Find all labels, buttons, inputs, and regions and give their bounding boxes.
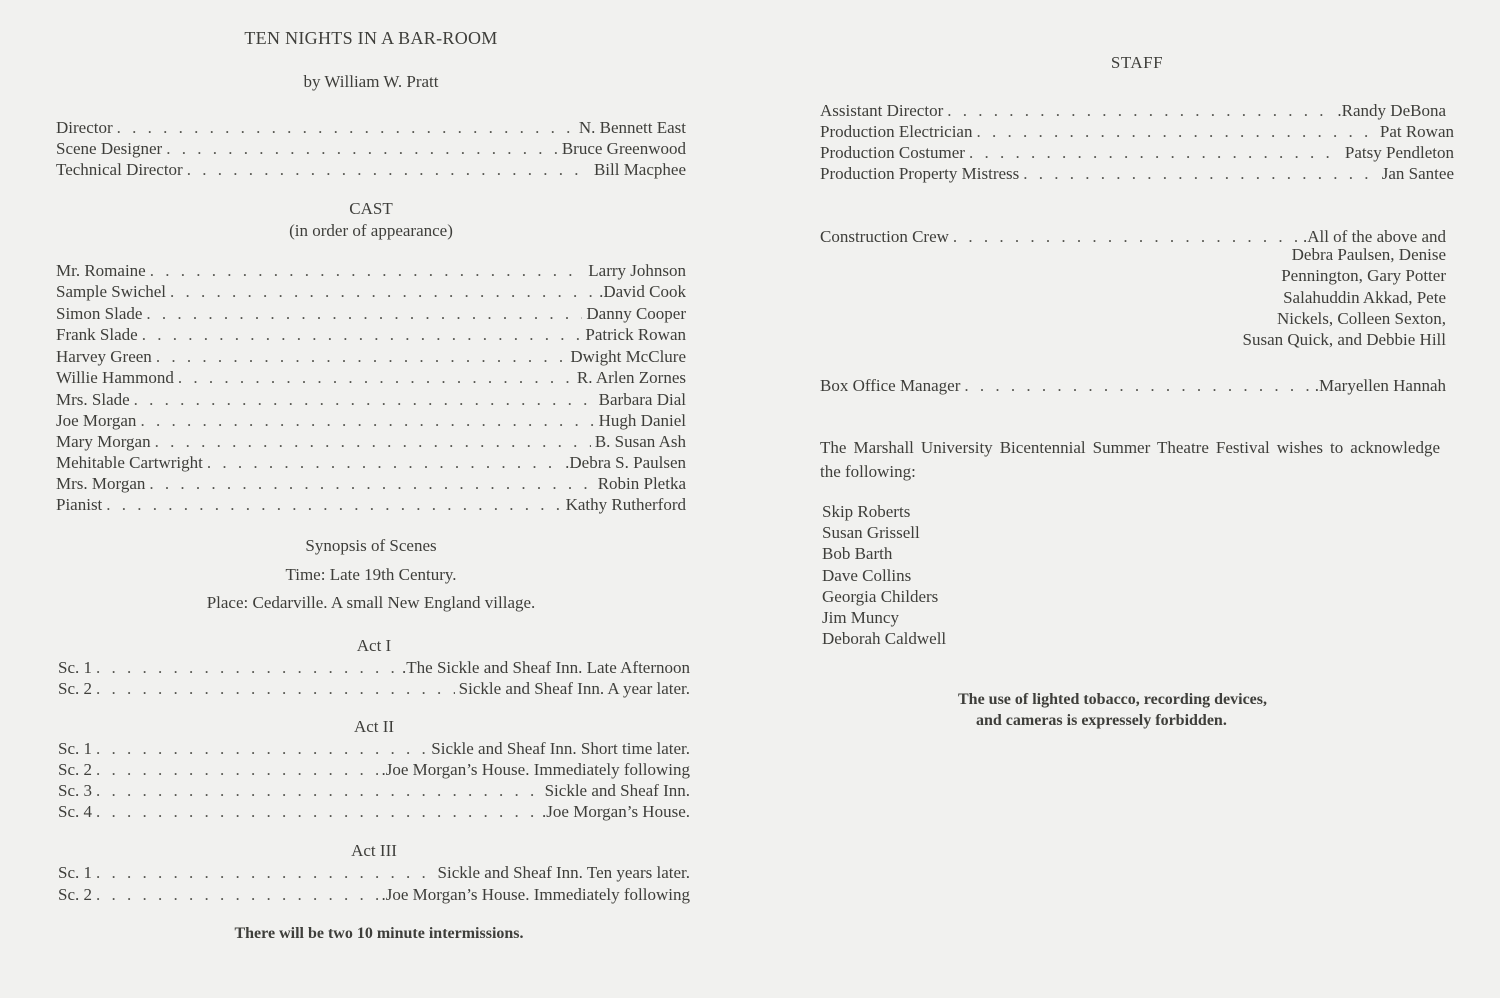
- scene-description: Sickle and Sheaf Inn. A year later.: [458, 679, 690, 698]
- scene-number: Sc. 3: [58, 781, 92, 800]
- scene-number: Sc. 2: [58, 679, 92, 698]
- leader-dots: [150, 260, 585, 281]
- acknowledged-name: Susan Grissell: [822, 523, 920, 543]
- acknowledged-name: Jim Muncy: [822, 608, 899, 628]
- leader-dots: [140, 410, 594, 431]
- scene-description: Sickle and Sheaf Inn. Short time later.: [431, 739, 690, 758]
- cast-role: Simon Slade: [56, 304, 143, 323]
- acknowledged-name: Skip Roberts: [822, 502, 911, 521]
- scene-description: .Joe Morgan’s House. Immediately following: [381, 760, 690, 779]
- leader-dots: [969, 142, 1341, 163]
- staff-name: Pat Rowan: [1379, 122, 1454, 141]
- leader-dots: [146, 303, 582, 324]
- cast-role: Frank Slade: [56, 325, 138, 344]
- staff-name: .Randy DeBona: [1337, 101, 1446, 120]
- credit-name: N. Bennett East: [578, 118, 686, 137]
- cast-actor: Barbara Dial: [598, 390, 686, 409]
- cast-actor: B. Susan Ash: [594, 432, 686, 451]
- crew-line: Pennington, Gary Potter: [1281, 266, 1446, 286]
- staff-row: [820, 163, 1454, 184]
- staff-role: Production Electrician: [820, 122, 973, 141]
- credit-row: [56, 138, 686, 159]
- cast-role: Pianist: [56, 495, 103, 514]
- scene-row: [58, 801, 690, 822]
- cast-role: Mr. Romaine: [56, 261, 146, 280]
- box-office-row: [820, 375, 1446, 396]
- staff-role: Assistant Director: [820, 101, 944, 120]
- scene-description: .The Sickle and Sheaf Inn. Late Afternoon: [402, 658, 690, 677]
- cast-role: Joe Morgan: [56, 411, 137, 430]
- acknowledged-name: Dave Collins: [822, 565, 912, 585]
- crew-role: Construction Crew: [820, 227, 949, 246]
- notice-line-2: and cameras is expressely forbidden.: [976, 712, 1227, 729]
- notice-line-1: The use of lighted tobacco, recording devices,: [958, 691, 1268, 708]
- staff-heading: STAFF: [1110, 53, 1164, 72]
- staff-name: Jan Santee: [1381, 164, 1454, 183]
- cast-actor: Dwight McClure: [570, 347, 686, 366]
- leader-dots: [178, 367, 573, 388]
- cast-row: [56, 303, 686, 324]
- leader-dots: [96, 678, 455, 699]
- cast-actor: Larry Johnson: [588, 261, 686, 280]
- leader-dots: [96, 657, 398, 678]
- cast-subheading: (in order of appearance): [289, 221, 453, 240]
- cast-actor: R. Arlen Zornes: [576, 368, 686, 387]
- scene-number: Sc. 1: [58, 658, 92, 677]
- cast-actor: Hugh Daniel: [598, 411, 686, 430]
- credit-role: Scene Designer: [56, 139, 163, 158]
- leader-dots: [207, 452, 561, 473]
- leader-dots: [134, 389, 595, 410]
- scene-number: Sc. 1: [58, 863, 92, 882]
- staff-role: Production Property Mistress: [820, 164, 1020, 183]
- leader-dots: [166, 138, 558, 159]
- crew-line: Salahuddin Akkad, Pete: [1283, 287, 1446, 307]
- cast-role: Mary Morgan: [56, 432, 151, 451]
- credit-role: Director: [56, 118, 113, 137]
- credit-name: Bruce Greenwood: [561, 139, 686, 158]
- crew-line: Susan Quick, and Debbie Hill: [1242, 330, 1446, 350]
- cast-role: Willie Hammond: [56, 368, 174, 387]
- credit-row: [56, 159, 686, 180]
- cast-row: [56, 324, 686, 345]
- cast-role: Harvey Green: [56, 347, 152, 366]
- credit-role: Technical Director: [56, 160, 183, 179]
- leader-dots: [96, 884, 378, 905]
- crew-first-line: .All of the above and: [1302, 227, 1446, 246]
- box-office-name: .Maryellen Hannah: [1314, 376, 1446, 395]
- credit-row: [56, 117, 686, 138]
- act-title: Act II: [353, 717, 395, 736]
- cast-role: Mehitable Cartwright: [56, 453, 203, 472]
- scene-description: .Joe Morgan’s House.: [542, 802, 690, 821]
- scene-row: [58, 780, 690, 801]
- leader-dots: [155, 431, 591, 452]
- cast-row: [56, 494, 686, 515]
- scene-row: [58, 678, 690, 699]
- crew-names: [1243, 244, 1447, 350]
- scene-number: Sc. 2: [58, 760, 92, 779]
- crew-line: Debra Paulsen, Denise: [1291, 245, 1446, 264]
- staff-role: Production Costumer: [820, 143, 965, 162]
- staff-name: Patsy Pendleton: [1344, 143, 1454, 162]
- cast-row: [56, 346, 686, 367]
- scene-row: [58, 884, 690, 905]
- crew-line: Nickels, Colleen Sexton,: [1276, 308, 1446, 328]
- leader-dots: [96, 738, 427, 759]
- leader-dots: [96, 862, 434, 883]
- cast-row: [56, 473, 686, 494]
- cast-role: Mrs. Slade: [56, 390, 130, 409]
- staff-row: [820, 100, 1446, 121]
- leader-dots: [149, 473, 593, 494]
- act-title: Act I: [356, 636, 392, 655]
- cast-row: [56, 431, 686, 452]
- scene-description: Sickle and Sheaf Inn.: [544, 781, 690, 800]
- leader-dots: [964, 375, 1310, 396]
- cast-row: [56, 281, 686, 302]
- staff-row: [820, 121, 1454, 142]
- cast-heading: CAST: [349, 199, 393, 218]
- cast-role: Sample Swichel: [56, 282, 167, 301]
- leader-dots: [96, 780, 541, 801]
- scene-row: [58, 657, 690, 678]
- synopsis-place: Place: Cedarville. A small New England village.: [206, 593, 536, 612]
- scene-row: [58, 759, 690, 780]
- synopsis-time: Time: Late 19th Century.: [285, 565, 457, 584]
- acknowledged-name: Georgia Childers: [822, 586, 939, 606]
- box-office-role: Box Office Manager: [820, 376, 961, 395]
- leader-dots: [187, 159, 590, 180]
- cast-actor: .Debra S. Paulsen: [565, 453, 686, 472]
- leader-dots: [156, 346, 567, 367]
- scene-row: [58, 862, 690, 883]
- leader-dots: [96, 801, 538, 822]
- cast-row: [56, 452, 686, 473]
- scene-number: Sc. 2: [58, 885, 92, 904]
- cast-actor: .David Cook: [599, 282, 686, 301]
- leader-dots: [1023, 163, 1377, 184]
- play-author: by William W. Pratt: [303, 72, 439, 91]
- cast-actor: Patrick Rowan: [585, 325, 686, 344]
- staff-row: [820, 142, 1454, 163]
- cast-actor: Danny Cooper: [586, 304, 686, 323]
- scene-description: Sickle and Sheaf Inn. Ten years later.: [437, 863, 690, 882]
- cast-actor: Robin Pletka: [597, 474, 686, 493]
- leader-dots: [142, 324, 582, 345]
- cast-row: [56, 389, 686, 410]
- leader-dots: [117, 117, 575, 138]
- acknowledged-name: Bob Barth: [822, 544, 893, 564]
- scene-number: Sc. 4: [58, 802, 92, 821]
- acknowledged-name: Deborah Caldwell: [822, 629, 947, 649]
- play-title: TEN NIGHTS IN A BAR-ROOM: [244, 28, 498, 48]
- cast-row: [56, 260, 686, 281]
- synopsis-heading: Synopsis of Scenes: [305, 536, 437, 555]
- cast-row: [56, 367, 686, 388]
- scene-row: [58, 738, 690, 759]
- act-title: Act III: [351, 841, 397, 860]
- leader-dots: [976, 121, 1375, 142]
- scene-number: Sc. 1: [58, 739, 92, 758]
- leader-dots: [106, 494, 561, 515]
- leader-dots: [170, 281, 595, 302]
- leader-dots: [96, 759, 378, 780]
- scene-description: .Joe Morgan’s House. Immediately following: [381, 885, 690, 904]
- credit-name: Bill Macphee: [593, 160, 686, 179]
- acknowledged-list: [822, 501, 946, 649]
- leader-dots: [947, 100, 1333, 121]
- cast-actor: Kathy Rutherford: [565, 495, 686, 514]
- acknowledgement-text: The Marshall University Bicentennial Summer Theatre Festival wishes to acknowledge the following:: [820, 438, 1440, 481]
- cast-role: Mrs. Morgan: [56, 474, 146, 493]
- intermission-note: There will be two 10 minute intermissions.: [234, 925, 524, 942]
- cast-row: [56, 410, 686, 431]
